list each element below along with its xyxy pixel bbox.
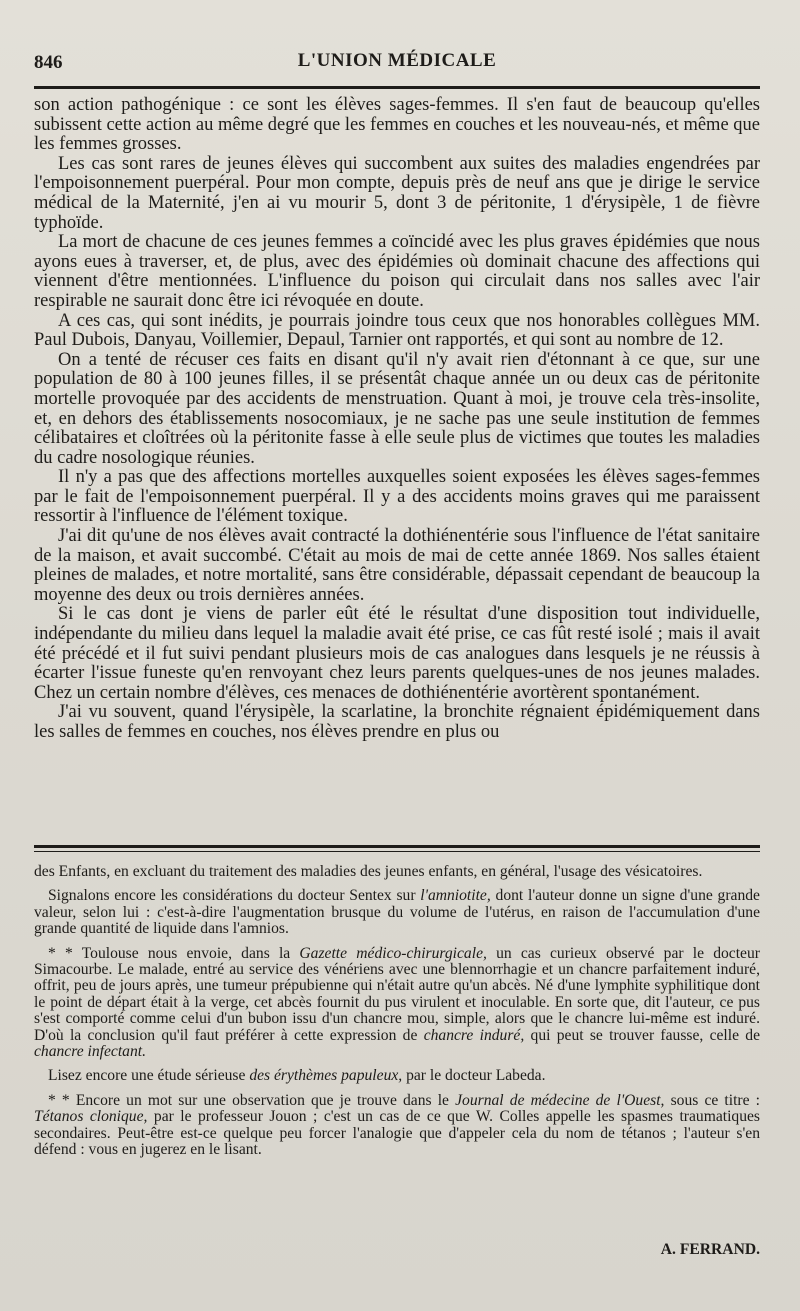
paragraph: La mort de chacune de ces jeunes femmes a coïncidé avec les plus graves épidémies que nous ayons eues à traverser, et, de plus, avec des épidémies où dominait chacune des affections qui viennent d'être mentionnées. L'influence du poison qui circulait dans nos salles avec l'air respirable ne saurait donc être ici révoquée en doute. (34, 232, 760, 311)
paragraph: J'ai vu souvent, quand l'érysipèle, la scarlatine, la bronchite régnaient épidémiquement dans les salles de femmes en couches, nos élèves prendre en plus ou (34, 702, 760, 742)
header-rule (34, 86, 760, 89)
paragraph: Les cas sont rares de jeunes élèves qui succombent aux suites des maladies engendrées par l'empoisonnement puerpéral. Pour mon compte, depuis près de neuf ans que je dirige le service médical de la Maternité, j'en ai vu mourir 5, dont 3 de péritonite, 1 d'érysipèle, 1 de fièvre typhoïde. (34, 153, 760, 233)
paragraph: A ces cas, qui sont inédits, je pourrais joindre tous ceux que nos honorables collègues MM. Paul Dubois, Danyau, Voillemier, Depaul, Tarnier ont rapportés, et qui sont au nombre de 12. (34, 310, 760, 351)
section-rule-thin (34, 851, 760, 852)
note-paragraph: Signalons encore les considérations du docteur Sentex sur l'amniotite, dont l'auteur donne un signe d'une grande valeur, selon lui : c'est-à-dire l'augmentation brusque du volume de l'utérus, en raison de l'accumulation d'une grande quantité de liquide dans l'amnios. (34, 887, 760, 938)
feuilleton-notes (34, 864, 760, 1159)
main-text (34, 96, 760, 743)
paragraph: On a tenté de récuser ces faits en disant qu'il n'y avait rien d'étonnant à ce que, sur une population de 80 à 100 jeunes filles, il se présentât chaque année un ou deux cas de péritonite mortelle provoquée par des accidents de menstruation. Quant à moi, je trouve cela très-insolite, et, en dehors des établissements nosocomiaux, je ne sache pas une seule institution de femmes célibataires et cloîtrées où la péritonite fasse à elle seule plus de victimes que toutes les maladies du cadre nosologique réunies. (34, 349, 760, 468)
paragraph: Il n'y a pas que des affections mortelles auxquelles soient exposées les élèves sages-femmes par le fait de l'empoisonnement puerpéral. Il y a des accidents moins graves qui me paraissent ressortir à l'influence de l'élément toxique. (34, 467, 760, 527)
page-header (34, 50, 760, 76)
note-paragraph: des Enfants, en excluant du traitement des maladies des jeunes enfants, en général, l'usage des vésicatoires. (34, 863, 703, 880)
note-paragraph: Lisez encore une étude sérieuse des érythèmes papuleux, par le docteur Labeda. (48, 1067, 546, 1085)
page-number: 846 (34, 52, 63, 73)
note-paragraph: * * Encore un mot sur une observation que je trouve dans le Journal de médecine de l'Ouest, sous ce titre : Tétanos clonique, par le professeur Jouon ; c'est un cas de ce que W. Colles appelle les spasmes traumatiques secondaires. Peut-être est-ce quelque peu forcer l'analogie que d'appeler cela du nom de tétanos ; l'auteur s'en défend : vous en jugerez en le lisant. (34, 1091, 760, 1159)
section-rule (34, 845, 760, 848)
paragraph: Si le cas dont je viens de parler eût été le résultat d'une disposition tout individuelle, indépendante du milieu dans lequel la maladie avait été prise, ce cas fût resté isolé ; mais il avait été précédé et il fut suivi pendant plusieurs mois de cas analogues dans lesquels je ne réussis à écarter l'issue funeste qu'en renvoyant chez leurs parents quelques-unes de nos jeunes malades. Chez un certain nombre d'élèves, ces menaces de dothiénentérie avortèrent spontanément. (34, 604, 760, 703)
note-paragraph: * * Toulouse nous envoie, dans la Gazette médico-chirurgicale, un cas curieux observé par le docteur Simacourbe. Le malade, entré au service des vénériens avec une blennorrhagie et un chancre parfaitement induré, offrit, peu de jours après, une tumeur prépubienne qui n'était autre qu'un abcès. Né d'une lymphite syphilitique dont le point de départ était à la verge, cet abcès fournit du pus virulent et inoculable. En sorte que, dit l'auteur, ce pus s'est comporté comme celui d'un bubon issu d'un chancre mou, simple, alors que le chancre lui-même est induré. D'où la conclusion qu'il faut préférer à cette expression de chancre induré, qui peut se trouver fausse, celle de chancre infectant. (34, 944, 761, 1061)
journal-title: L'UNION MÉDICALE (297, 50, 497, 71)
paragraph: son action pathogénique : ce sont les élèves sages-femmes. Il s'en faut de beaucoup qu'elles subissent cette action au même degré que les femmes en couches et les nouveau-nés, et même que les femmes grosses. (34, 95, 760, 155)
paragraph: J'ai dit qu'une de nos élèves avait contracté la dothiénentérie sous l'influence de l'état sanitaire de la maison, et avait succombé. C'était au mois de mai de cette année 1869. Nos salles étaient pleines de malades, et notre mortalité, sans être considérable, dépassait cependant de beaucoup la moyenne des deux ou trois dernières années. (34, 526, 760, 605)
author-signature: A. FERRAND. (660, 1241, 760, 1258)
